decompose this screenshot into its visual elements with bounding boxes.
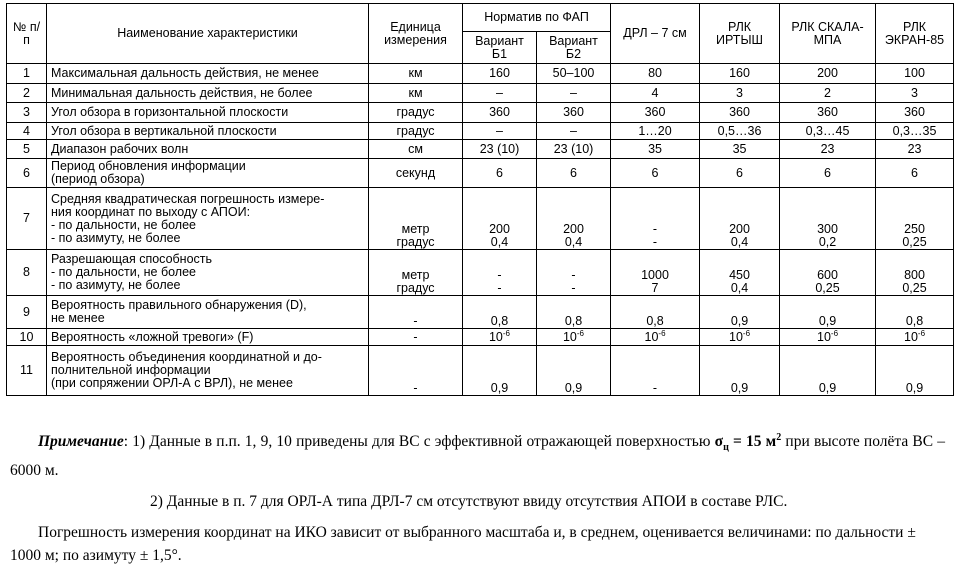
header-fap-b2: Вариант Б2 [537, 32, 611, 64]
value-line: 160 [489, 66, 510, 80]
value-line: 23 (10) [553, 141, 594, 156]
value-line: 23 [820, 141, 835, 156]
cell-skala [780, 64, 876, 84]
cell-b2 [537, 84, 611, 103]
cell-name [47, 84, 369, 103]
value-line: 4 [651, 85, 659, 100]
name-line: (период обзора) [51, 172, 145, 186]
cell-skala [780, 250, 876, 296]
value-line: 0,25 [902, 235, 927, 249]
cell-skala [780, 123, 876, 140]
unit-line: градус [396, 281, 435, 295]
name-line: Максимальная дальность действия, не менее [51, 66, 319, 80]
cell-num: 4 [7, 123, 47, 140]
cell-irtysh [700, 84, 780, 103]
value-line: 800 [904, 268, 925, 282]
value-line: 360 [644, 105, 666, 119]
cell-skala [780, 346, 876, 396]
cell-unit [369, 250, 463, 296]
value-line: 0,25 [902, 281, 927, 295]
cell-name [47, 123, 369, 140]
cell-b1 [463, 346, 537, 396]
value-line: 6 [824, 165, 831, 180]
cell-b1 [463, 123, 537, 140]
table-row [7, 188, 954, 250]
cell-drl [611, 159, 700, 188]
notes [10, 430, 945, 567]
header-name: Наименование характеристики [47, 4, 369, 64]
name-line: Угол обзора в вертикальной плоскости [51, 123, 277, 138]
unit-line: - [413, 314, 418, 328]
cell-skala [780, 329, 876, 346]
cell-drl [611, 346, 700, 396]
header-unit: Единица измерения [369, 4, 463, 64]
value-line: $10^{-6}$ [488, 328, 511, 344]
cell-unit [369, 84, 463, 103]
cell-b1 [463, 250, 537, 296]
unit-line: секунд [395, 165, 436, 180]
cell-drl [611, 140, 700, 159]
cell-b1 [463, 103, 537, 123]
cell-num: 3 [7, 103, 47, 123]
cell-num: 1 [7, 64, 47, 84]
name-line: Разрешающая способность [51, 252, 213, 266]
cell-ekran [876, 188, 954, 250]
cell-ekran [876, 103, 954, 123]
cell-skala [780, 103, 876, 123]
unit-line: градус [396, 123, 435, 138]
cell-name [47, 250, 369, 296]
name-line: - по азимуту, не более [51, 278, 181, 292]
name-line: Угол обзора в горизонтальной плоскости [51, 105, 289, 119]
value-line: 0,9 [564, 381, 583, 395]
header-num: № п/п [7, 4, 47, 64]
cell-unit [369, 296, 463, 329]
cell-unit [369, 329, 463, 346]
table-row [7, 329, 954, 346]
value-line: 6 [911, 165, 918, 180]
name-line: полнительной информации [51, 363, 211, 377]
cell-num: 10 [7, 329, 47, 346]
value-line: 35 [732, 141, 747, 156]
value-line: 6 [570, 165, 577, 180]
name-line: Вероятность правильного обнаружения (D), [51, 298, 307, 312]
cell-name [47, 296, 369, 329]
cell-unit [369, 140, 463, 159]
value-line: 360 [904, 105, 925, 119]
note-1-tail: при высоте полёта ВС – 6000 м. [10, 433, 945, 480]
value-line: 0,9 [730, 314, 749, 328]
cell-skala [780, 159, 876, 188]
cell-b1 [463, 64, 537, 84]
cell-unit [369, 346, 463, 396]
table-row [7, 103, 954, 123]
value-line: 23 [907, 141, 922, 156]
cell-skala [780, 296, 876, 329]
value-line: 0,5…36 [717, 123, 762, 138]
cell-b2 [537, 123, 611, 140]
value-line: 0,8 [646, 314, 664, 328]
value-line: $10^{-6}$ [729, 328, 751, 344]
cell-irtysh [700, 64, 780, 84]
header-skala: РЛК СКАЛА-МПА [780, 4, 876, 64]
note-2: 2) Данные в п. 7 для ОРЛ-А типа ДРЛ-7 см отсутствуют ввиду отсутствия АПОИ в составе РЛС. [150, 493, 788, 511]
value-line: 0,3…35 [892, 123, 937, 138]
cell-num: 2 [7, 84, 47, 103]
value-line: - [652, 222, 658, 236]
header-ekran: РЛК ЭКРАН-85 [876, 4, 954, 64]
value-line: 23 (10) [479, 141, 520, 156]
cell-b1 [463, 140, 537, 159]
value-line: 160 [729, 66, 750, 80]
value-line: 200 [729, 222, 750, 236]
value-line: 6 [651, 165, 659, 180]
cell-b1 [463, 296, 537, 329]
cell-b2 [537, 250, 611, 296]
note-3: Погрешность измерения координат на ИКО зависит от выбранного масштаба и, в среднем, оценивается величинами: по дальности ± 1000 м; по азимуту ± 1,5°. [10, 524, 916, 565]
note-1-formula: $\sigma_ц = 15$ $м^2$ [714, 432, 782, 454]
cell-ekran [876, 250, 954, 296]
cell-ekran [876, 140, 954, 159]
cell-ekran [876, 296, 954, 329]
value-line: - [497, 268, 502, 282]
table-row [7, 140, 954, 159]
unit-line: градус [396, 105, 435, 119]
value-line: $10^{-6}$ [644, 328, 666, 344]
value-line: 200 [817, 66, 838, 80]
cell-num: 11 [7, 346, 47, 396]
name-line: Минимальная дальность действия, не более [51, 85, 313, 100]
cell-ekran [876, 159, 954, 188]
cell-irtysh [700, 188, 780, 250]
table-row [7, 296, 954, 329]
value-line: 200 [489, 222, 510, 236]
value-line: $10^{-6}$ [904, 328, 926, 344]
cell-name [47, 64, 369, 84]
value-line: 0,4 [564, 235, 583, 249]
value-line: – [496, 123, 503, 138]
cell-irtysh [700, 250, 780, 296]
value-line: 100 [904, 66, 925, 80]
value-line: 0,8 [564, 314, 583, 328]
cell-irtysh [700, 346, 780, 396]
cell-b1 [463, 329, 537, 346]
unit-line: метр [401, 268, 430, 282]
unit-line: см [408, 141, 423, 156]
value-line: 6 [736, 165, 743, 180]
value-line: 600 [817, 268, 838, 282]
cell-num: 5 [7, 140, 47, 159]
table-row [7, 159, 954, 188]
cell-b2 [537, 159, 611, 188]
value-line: - [652, 381, 658, 395]
value-line: 450 [729, 268, 750, 282]
table-row [7, 64, 954, 84]
unit-line: метр [401, 222, 430, 236]
value-line: 0,4 [730, 235, 749, 249]
cell-num: 7 [7, 188, 47, 250]
cell-drl [611, 188, 700, 250]
value-line: 3 [736, 85, 743, 100]
name-line: Период обновления информации [51, 159, 246, 173]
value-line: 0,9 [905, 381, 924, 395]
cell-b2 [537, 103, 611, 123]
cell-b2 [537, 188, 611, 250]
name-line: - по азимуту, не более [51, 230, 181, 245]
name-line: Средняя квадратическая погрешность измере- [51, 191, 325, 206]
note-label: Примечание [38, 433, 124, 450]
cell-unit [369, 159, 463, 188]
cell-unit [369, 103, 463, 123]
value-line: - [571, 268, 576, 282]
value-line: – [496, 85, 503, 100]
cell-irtysh [700, 103, 780, 123]
cell-b1 [463, 84, 537, 103]
cell-b1 [463, 188, 537, 250]
header-fap-b1: Вариант Б1 [463, 32, 537, 64]
cell-num: 9 [7, 296, 47, 329]
cell-drl [611, 64, 700, 84]
value-line: 1000 [641, 268, 669, 282]
value-line: $10^{-6}$ [562, 328, 585, 344]
cell-ekran [876, 329, 954, 346]
value-line: 0,8 [490, 314, 509, 328]
table-row [7, 123, 954, 140]
value-line: 7 [651, 281, 659, 295]
cell-num: 8 [7, 250, 47, 296]
cell-unit [369, 123, 463, 140]
cell-b2 [537, 140, 611, 159]
value-line: 0,25 [815, 281, 840, 295]
value-line: 360 [817, 105, 838, 119]
value-line: 50–100 [552, 66, 595, 80]
name-line: Диапазон рабочих волн [51, 141, 189, 156]
cell-skala [780, 84, 876, 103]
cell-name [47, 103, 369, 123]
cell-irtysh [700, 159, 780, 188]
value-line: 0,8 [905, 314, 924, 328]
name-line: не менее [51, 311, 105, 325]
value-line: - [652, 235, 658, 249]
value-line: 0,9 [730, 381, 749, 395]
value-line: – [570, 123, 577, 138]
table-body [7, 64, 954, 396]
note-1 [10, 430, 945, 482]
value-line: $10^{-6}$ [817, 328, 839, 344]
cell-b2 [537, 64, 611, 84]
value-line: 35 [648, 141, 662, 156]
cell-skala [780, 188, 876, 250]
cell-name [47, 188, 369, 250]
unit-line: - [413, 329, 418, 344]
cell-name [47, 346, 369, 396]
cell-ekran [876, 64, 954, 84]
cell-irtysh [700, 329, 780, 346]
table-row [7, 346, 954, 396]
cell-ekran [876, 84, 954, 103]
value-line: 360 [563, 105, 584, 119]
value-line: 80 [648, 66, 662, 80]
unit-line: км [408, 66, 423, 80]
value-line: 0,9 [490, 381, 509, 395]
value-line: 6 [496, 165, 503, 180]
cell-irtysh [700, 296, 780, 329]
table-row [7, 84, 954, 103]
cell-num: 6 [7, 159, 47, 188]
value-line: 300 [817, 222, 838, 236]
cell-b2 [537, 329, 611, 346]
header-irtysh: РЛК ИРТЫШ [700, 4, 780, 64]
name-line: (при сопряжении ОРЛ-А с ВРЛ), не менее [51, 376, 293, 390]
value-line: 3 [911, 85, 918, 100]
cell-drl [611, 296, 700, 329]
note-1-text: : 1) Данные в п.п. 1, 9, 10 приведены для ВС с эффективной отражающей поверхностью [123, 433, 715, 450]
cell-drl [611, 123, 700, 140]
name-line: - по дальности, не более [51, 265, 197, 279]
value-line: 0,9 [818, 314, 837, 328]
value-line: 1…20 [638, 123, 672, 138]
cell-drl [611, 250, 700, 296]
cell-name [47, 329, 369, 346]
value-line: - [571, 281, 576, 295]
unit-line: - [413, 381, 418, 395]
value-line: 250 [904, 222, 925, 236]
value-line: 0,3…45 [805, 123, 850, 138]
value-line: 0,2 [818, 235, 837, 249]
cell-unit [369, 64, 463, 84]
unit-line: градус [396, 235, 435, 249]
cell-unit [369, 188, 463, 250]
cell-name [47, 159, 369, 188]
cell-b1 [463, 159, 537, 188]
cell-name [47, 140, 369, 159]
value-line: 200 [563, 222, 584, 236]
value-line: 0,4 [730, 281, 749, 295]
cell-skala [780, 140, 876, 159]
characteristics-table [6, 3, 954, 396]
cell-drl [611, 84, 700, 103]
header-drl: ДРЛ – 7 см [611, 4, 700, 64]
cell-drl [611, 103, 700, 123]
cell-b2 [537, 346, 611, 396]
name-line: - по дальности, не более [51, 217, 197, 232]
value-line: 360 [729, 105, 750, 119]
cell-irtysh [700, 123, 780, 140]
header-fap: Норматив по ФАП [463, 4, 611, 32]
name-line: ния координат по выходу с АПОИ: [51, 204, 251, 219]
cell-ekran [876, 123, 954, 140]
cell-irtysh [700, 140, 780, 159]
value-line: 0,9 [818, 381, 837, 395]
value-line: 0,4 [490, 235, 509, 249]
table-row [7, 250, 954, 296]
unit-line: км [408, 85, 423, 100]
name-line: Вероятность объединения координатной и до- [51, 350, 322, 364]
value-line: – [570, 85, 577, 100]
value-line: 2 [824, 85, 831, 100]
name-line: Вероятность «ложной тревоги» (F) [51, 329, 254, 344]
value-line: 360 [489, 105, 510, 119]
value-line: - [497, 281, 502, 295]
cell-ekran [876, 346, 954, 396]
cell-b2 [537, 296, 611, 329]
cell-drl [611, 329, 700, 346]
